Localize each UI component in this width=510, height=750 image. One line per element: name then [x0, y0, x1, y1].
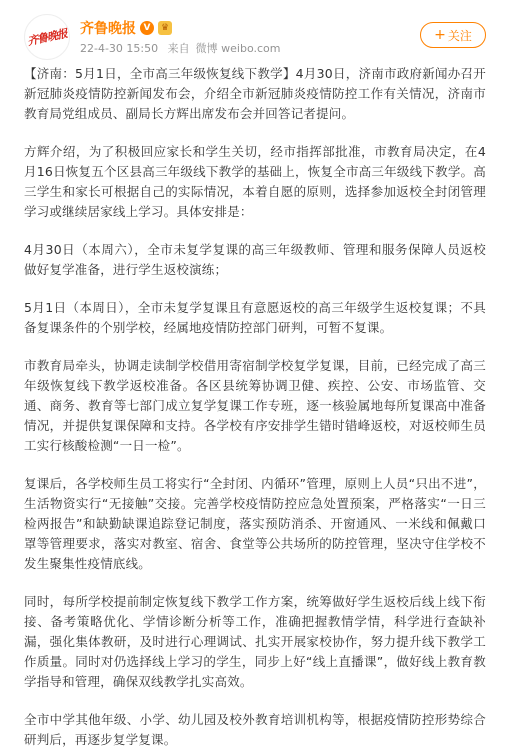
paragraph: 全市中学其他年级、小学、幼儿园及校外教育培训机构等，根据疫情防控形势综合研判后，再逐步复学复课。	[24, 712, 486, 747]
avatar-logo-text: 齐鲁晚报	[26, 26, 69, 49]
paragraph: 同时，每所学校提前制定恢复线下教学工作方案，统筹做好学生返校后线上线下衔接、备考策略优化、学情诊断分析等工作，准确把握教情学情，科学进行查缺补漏，强化集体教研，及时进行心理调试、扎实开展家校协作，努力提升线下教学工作质量。同时对仍选择线上学习的学生，同步上好“线上直播课”，做好线上教育教学指导和管理，确保双线教学扎实高效。	[24, 594, 486, 689]
paragraph: 4月30日（本周六），全市未复学复课的高三年级教师、管理和服务保障人员返校做好复学准备，进行学生返校演练；	[24, 242, 486, 277]
author-name[interactable]: 齐鲁晚报	[80, 21, 136, 37]
paragraph: 市教育局牵头，协调走读制学校借用寄宿制学校复学复课，目前，已经完成了高三年级恢复线下教学返校准备。各区县统筹协调卫健、疾控、公安、市场监管、交通、商务、教育等七部门成立复学复课工作专班，逐一核验属地每所复课高中准备情况，并提供复课保障和支持。各学校有序安排学生错时错峰返校，对返校师生员工实行核酸检测“一日一检”。	[24, 358, 486, 453]
post-source: 微博 weibo.com	[195, 42, 281, 55]
paragraph: 5月1日（本周日），全市未复学复课且有意愿返校的高三年级学生返校复课；不具备复课条件的个别学校，经属地疫情防控部门研判，可暂不复课。	[24, 300, 486, 335]
follow-button-label: 关注	[447, 28, 472, 43]
crown-member-icon: ♛	[158, 21, 172, 35]
v-verified-icon: V	[140, 21, 154, 35]
source-prefix: 来自	[167, 42, 190, 55]
paragraph: 方辉介绍，为了积极回应家长和学生关切，经市指挥部批准，市教育局决定，在4月16日恢复五个区县高三年级线下教学的基础上，恢复全市高三年级线下教学。高三学生和家长可根据自己的实际情况，本着自愿的原则，选择参加返校全封闭管理学习或继续居家线上学习。具体安排是：	[24, 144, 486, 219]
post-meta	[80, 40, 286, 56]
post-content	[14, 58, 496, 750]
author-row	[80, 18, 172, 38]
plus-icon: +	[434, 27, 446, 43]
follow-button[interactable]	[420, 22, 486, 48]
post-header	[14, 12, 496, 58]
paragraph: 复课后，各学校师生员工将实行“全封闭、内循环”管理，原则上人员“只出不进”，生活物资实行“无接触”交接。完善学校疫情防控应急处置预案，严格落实“一日三检两报告”和缺勤缺课追踪登记制度，落实预防消杀、开窗通风、一米线和佩戴口罩等管理要求，落实对教室、宿舍、食堂等公共场所的防控管理，坚决守住学校不发生聚集性疫情底线。	[24, 476, 486, 571]
avatar[interactable]	[24, 14, 70, 60]
paragraph: 【济南：5月1日，全市高三年级恢复线下教学】4月30日，济南市政府新闻办召开新冠肺炎疫情防控新闻发布会，介绍全市新冠肺炎疫情防控工作有关情况，济南市教育局党组成员、副局长方辉出席发布会并回答记者提问。	[24, 66, 486, 121]
post-timestamp[interactable]: 22-4-30 15:50	[80, 42, 159, 55]
